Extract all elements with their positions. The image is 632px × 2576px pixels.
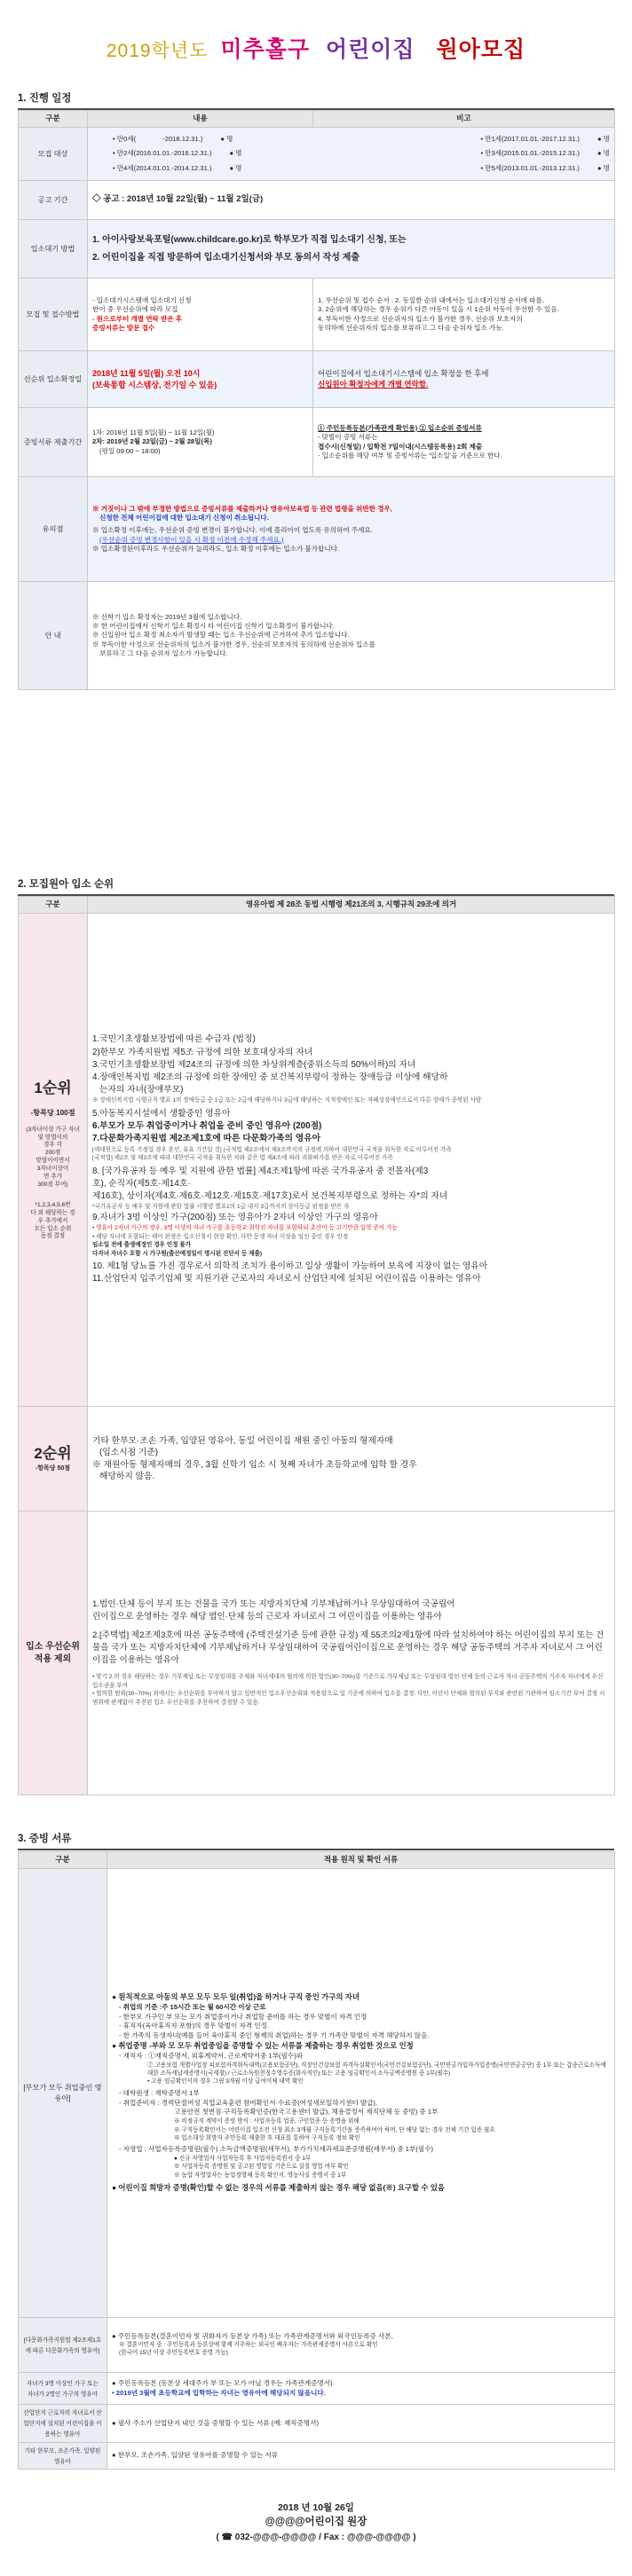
row-method-left: - 입소대기시스템에 입소대기 신청 한이 중 우선순위에 따라 모집 - 원으로부터 개별 연락 받은 후 증빙서류는 방문 접수 — [88, 279, 313, 351]
priority-exempt-label: 입소 우선순위 적용 제외 — [19, 1512, 88, 1795]
priority-exempt-content: 1.법인·단체 등이 부지 또는 건물을 국가 또는 지방자치단체 기부채납하거나 무상임대하여 국공립어 린이집으로 운영하는 경우 해당 법인·단체 등의 근로자 자녀로서 그 어린이집을 이용하는 영유아 2.[주택법] 제2조제3호에 따른 공동주택에 (주택건설기준 등에 관한 규정) 제 55조의2제1항에 따라 설치하여야 하는 어린이집의 부지 또는 건물을 국가 또는 지방자치단체에 기부채납하거나 무상임대하여 국공립어린이집으로 운영하는 경우 해당 공동주택의 거주자 자녀로서 그 어린이집을 이용하는 영유아 • 맞기 2.의 경우 해당하는 경우 기부채납 또는 무상임대를 주체와 자녀세대의 협의에 의한 법인(30~70%)를 기준으로 가부채납 또는 무상임대 법인·단체 등의 근로자 자녀·공동주택의 거주자 자녀에게 우선 입소권을 부여 • 협의한 범위(30~70%) 외에서는 우선순위를 부여하지 않고 일반적인 입소우선순위와 적용함으로 일 기준에 의하여 입소를 결정. 다만, 어린이 단체와 협의된 부지와 관련된 기관하여 임소기간 부여 결정 시 범위에 관계없이 추천된 입소 우선순위를 추천하여 결정할 수 있음. — [88, 1512, 615, 1795]
title-year: 2019학년도 — [106, 41, 209, 61]
docs-industrial-content: ● 필사 주소가 산업단지 내인 것을 증명할 수 있는 서류 (예: 재직증명서) — [107, 2405, 615, 2443]
row-caution-label: 유의점 — [19, 477, 88, 582]
row-guide-content: ※ 신학기 입소 확정자는 2019년 3월에 입소합니다. ※ 한 어린이집에서 신학기 입소 확정시 타 어린이집 신학기 입소확정이 불가합니다. ※ 신입원아 입소 확정 최소자가 발생할 때는 입소 우선순위에 근거하여 추가 입소합니다. ※ 부득이한 사정으로 선순위자의 입소가 불가한 경우, 선순위 보호자의 동의하에 선순위자 입소를 보류하고 그 다음 순위자 입소가 가능합니다. — [88, 582, 615, 690]
section2-heading: 2. 모집원아 입소 순위 — [18, 878, 614, 896]
documents-table — [18, 1851, 615, 2470]
row-docs-period-label: 증빙서류 제출기간 — [19, 408, 88, 477]
row-target-content: • 만0세( -2018.12.31.) ● 명 • 만1세(2017.01.01.-2017.12.31.) ● 명 • 만2세(2016.01.01.-2016.12.31.) ● 명 • 만3세(2015.01.01.-2015.12.31.) ● 명 • 만4세(2014.01.01.-2014.12.31.) ● 명 • 만5세(2013.01.01.-2013.12.31.) ● 명 — [88, 128, 615, 181]
schedule-table — [18, 110, 615, 690]
row-docs-period-left: 1차: 2018년 11월 5일(월) ~ 11월 12일(월) 2차: 2019년 2월 22일(금) ~ 2월 28일(목) (평일 09:00 ~ 18:00) — [88, 408, 313, 477]
row-confirm-left: 2018년 11월 5일(월) 오전 10시 (보육통합 시스템상, 전기일 수 있음) — [88, 351, 313, 408]
section1-heading: 1. 진행 일정 — [18, 92, 614, 110]
row-notice-label: 공고 기간 — [19, 181, 88, 220]
footer-name: @@@@어린이집 원장 — [265, 2517, 367, 2528]
row-guide-label: 안 내 — [19, 582, 88, 690]
section3-heading: 3. 증빙 서류 — [18, 1833, 614, 1850]
priority1-label: 1순위 -항목당 100점 (3자녀이상 가구 자녀 및 맞벌이의 경우 각 200점 맞벌이이면서 3자녀이상이 면 추가 300점 부여) *1,2,3,4,5,6번 다 외 해당하는 경 우 추가에서 모든 입소 순위 동점 결정 — [19, 914, 88, 1407]
page-title — [18, 35, 614, 66]
col-docs: 적용 원칙 및 확인 서류 — [107, 1852, 615, 1869]
docs-multichild-label: 자녀가 3명 이상인 가구 또는 자녀가 2명인 가구의 영유아 — [19, 2373, 107, 2405]
priority2-content: 기타 한부모·조손 가족, 입양된 영유아, 동일 어린이집 재원 중인 아동의 형제자매 (입소시점 기준) ※ 재원아동 형제자매의 경우, 3월 신학기 입소 시 첫째 자녀가 초등학교에 입학 할 경우 해당하지 않음. — [88, 1407, 615, 1512]
row-target-label: 모집 대상 — [19, 128, 88, 181]
docs-multicultural-label: [다문화가족지원법 제2조제1호에 따른 다문화가족의 영유아] — [19, 2318, 107, 2373]
col-gubun: 구분 — [19, 1852, 107, 1869]
row-apply-content: 1. 아이사랑보육포털(www.childcare.go.kr)로 학부모가 직접 입소대기 신청, 또는 2. 어린이집을 직접 방문하여 입소대기신청서와 부모 동의서 작성 제출 — [88, 220, 615, 279]
col-gubun: 구분 — [19, 111, 88, 128]
docs-other-content: ● 한부모, 조손가족, 입양된 영유아를 증명할 수 있는 서류 — [107, 2442, 615, 2470]
row-confirm-label: 선순위 입소확정일 — [19, 351, 88, 408]
docs-working-parents-label: [부모가 모두 취업중인 영유아] — [19, 1869, 107, 2318]
row-confirm-right: 어린이집에서 입소대기시스템에 입소 확정을 한 후에 신입원아 확정자에게 개별 연락함. — [313, 351, 615, 408]
col-gubun: 구분 — [19, 897, 88, 914]
priority2-label: 2순위 -항목당 50점 — [19, 1407, 88, 1512]
priority-table — [18, 896, 615, 1795]
title-recruit: 원아모집 — [436, 37, 526, 62]
docs-working-parents-content: ● 원칙적으로 아동의 부모 모두 모두 일(취업)을 하거나 구직 중인 가구의 자녀 - 취업의 기준 :주 15시간 또는 월 60시간 이상 근로 - 한부모 가구인 부 또는 모가 취업중이거나 취업할 준비를 하는 경우 맞벌이 자격 인정 - 휴직자(육아휴직자 포함)의 경우 맞벌이 자격 인정. - 한 가족의 동생자녀(예를 들어 육아휴직 중인 형제의 취업)하는 경우 기 가족만 맞벌이 자격 해당하지 않음. ● 취업중명 -부와 모 모두 취업중임을 증명할 수 있는 서류를 제출하는 경우 취업한 것으로 인정 - 재직자 : ①재직증명서, 외휴계약서, 근로계약서중 1부(필수)와 ② 고용보험 개별사업장 피보험자격취득내역(고용보험공단), 직장인건강보험 자격득실확인서(국민건강보험공단), 국민연금가입자가입증명(국민연금공단) 중 1부 또는 갑종근로소득에 대한 소득세납세증명서(국세청) / 근로소득원천징수영수증(회사직인) 또는 고용·임금확인서 소득금액증명원 중 1부(필수) • 고용·임금확인서의 경우 그림 3개월 이상 급여이체 내역 확인 - 대학원생 : 재학증명서 1부 - 취업준비자 : 경력단절여성 직업교육훈련 참여확인서·수료증(여성새로일하기센터 발급), 고용안전 첫번짐·구직등록확인증(한국고용센터 발급), 채용결정서 재직단체 등 중빙) 중 1부 ※ 비정규직 계약서 증빙 방식 : 사업자등록 업종, 구인업종 등 증명을 위해 ※ 구직등록확인서는 어린이집 입소전 신청 최소 3개월 구직등록기간을 증족하여야 하며, 단 해당 없는 경우 전체 기간 입증 필요 ※ 입소대상 희망자 주민등록 제출한 후 대표를 통하여 구직등록 정보 확인 - 자영업 : 사업자등록증명원(필수) 소득금액증명원(세무서), 부가가치세과세표준증명원(세무서) 중 1부(필수) ● 신규 자영업자 사업자등록 후 사업자등록원서 중 1부 ※ 사업자등록 증명원 및 공고된 영업일 기준으로 실질 영업 여부 확인 ※ 농업 자영업자는 농업경영체 등록 확인서, 영농사실 증명서 중 1부 ● 어린이집 희망자 증명(확인)할 수 없는 경우의 서류를 제출하지 않는 경우 해당 없음(※) 요구할 수 있음 — [107, 1869, 615, 2318]
row-apply-label: 입소대기 방법 — [19, 220, 88, 279]
title-district: 미추홀구 — [220, 37, 310, 62]
col-naeyong: 내용 — [88, 111, 313, 128]
docs-other-label: 기타 한부모, 조손가족, 입양된 영유아 — [19, 2442, 107, 2470]
footer-date: 2018 년 10월 26일 — [278, 2502, 354, 2513]
row-method-label: 모집 및 접수방법 — [19, 279, 88, 351]
footer-contact: ( ☎ 032-@@@-@@@@ / Fax : @@@-@@@@ ) — [216, 2532, 416, 2542]
col-law: 영유아법 제 28조 동법 시행령 제21조의 3, 시행규칙 29조에 의거 — [88, 897, 615, 914]
title-center: 어린이집 — [325, 37, 415, 62]
docs-multicultural-content: ● 주민등록등본(결혼이민자 및 귀화자가 등본상 가족) 또는 가족관계증명서와 외국인등록증 사본, ※ 결혼이민자 중 : 주민등록과 등본상에 함께 거주하는 외국인 배우자는 가족관계증명서 사본으로 확인 (한국어 15년 이상 주민등록번호 증명 가능) — [107, 2318, 615, 2373]
row-caution-content: ※ 거짓이나 그 밖에 부정한 방법으로 증빙서류를 제출하거나 영유아보육법 등 관련 법령을 위반한 경우, 신청한 전체 어린이집에 대한 입소대기 신청이 취소됩니다. ※ 입소확정 이후에는, 우선순위 증빙 변경이 불가합니다. 이에 몰리이이 업도록 유의하여 주세요. (우선순위 증빙 변경사항이 있을 시 확정 이전에 수정해 주세요.) ※ 입소확정된이후라도 우선순위가 늘리라도, 입소 확정 이후에는 입소가 불가합니다. — [88, 477, 615, 582]
col-bigo: 비고 — [313, 111, 615, 128]
priority1-content: 1.국민기초생활보장법에 따른 수급자 (법정) 2)한부모 가족지원법 제5조 규정에 의한 보호대상자의 자녀 3.국민기초생활보장법 제24조의 규정에 의한 차상위계층(중위소득의 50%이하)의 자녀 4.장애인복지법 제2조의 규정에 의한 장애인 중 보건복지부령이 정하는 장애등급 이상에 해당하 는자의 자녀(장애부모) ※ 장애인복지법 시행규칙 별표 1의 장애등급 중 1급 또는 2급에 해당하거나 3급에 해당하는 지적장애인 또는 자폐성장애인으로서 다른 장애가 중복된 사람 5.아동복지시설에서 생활중인 영유아 6.부모가 모두 취업중이거나 취업을 준비 중인 영유아 (200점) 7.다문화가족지원법 제2조제1호에 따른 다문화가족의 영유아 [세대원으로 등록 가정일 경우 혼인, 유효 기간일 것] (국적법 제2조에서 제3조까지의 규정에 의하여 대한민국 국적을 취득한 자로 이루어진 가족 [국적법] 제2조 및 제3조에 따라 대한민국 국적을 취득한 자와 같은 법 제4조에 따라 귀화허가를 받은 자로 이루어진 가족 8. [국가유공자 등 예우 및 지원에 관한 법률] 제4조제1항에 따른 국가유공자 중 전몰자(제3 호), 순직자(제5호·제14호· 제16호), 상이자(제4호·제6호·제12호·제15호·제17호)로서 보건복지부령으로 정하는 자*의 자녀 *국가유공자 등 예우 및 지원에 관한 법률 시행령 별표1의 1급 내지 3급까지의 상이등급 판정을 받은 자 9.자녀가 3명 이상인 가구(200점) 또는 영유아가 2자녀 이상인 가구의 영유아 • 영유아 2자녀 가구의 경우, 3명 이상의 자녀 가구를 초등학교 취학전 자녀를 포함하되 초산어 등 고기만큼 입학 준비 가능 • 해당 자녀에 포함되는 태아 판정은 입소신청서 현장 확인, 다만 동생 자녀 이상을 임신 중인 경우 인정 임소일 전에 출생예정인 경우 인정 불가 다자녀 자녀수 포함 시 가구원(출산예정일이 명시된 진단서 등 제출) 10. 제1형 당뇨를 가진 경우로서 의학적 조치가 용이하고 일상 생활이 가능하여 보육에 지장이 없는 영유아 11.산업단지 입주기업체 및 지원기관 근로자의 자녀로서 산업단지에 설치된 어린이집을 이용하는 영유아 — [88, 914, 615, 1407]
row-notice-content: ◇ 공고 : 2018년 10월 22일(월) ~ 11월 2일(금) — [88, 181, 615, 220]
row-method-right: 1. 우선순위 및 접수 순서 : 2. 동일한 순위 내에서는 입소대기신청 순서에 따름, 3. 2순위에 해당하는 경우 순위가 다른 아동이 있을 시 1순위 아동이 우선함 수 있음. 4. 부득이한 사정으로 선순위자의 입소가 불가한 경우, 선순위 보호자의 동의하에 선순위자의 입소를 보류하고 그 다음 순위자 입소 가능. — [313, 279, 615, 351]
footer — [18, 2501, 614, 2543]
row-docs-period-right: ① 주민등록등본(가족관계 확인용) ② 입소순위 증빙서류 - 맞벌이 증빙 서류는 접수시(신청일) / 입학전 7일이내(시스템등록용) 2회 제출 - 입소순위를 해당 여부 및 증빙서류는 '입소일'을 기준으로 한다. — [313, 408, 615, 477]
docs-industrial-label: 산업단지 근로자의 자녀로서 산업단지에 설치된 어린이집을 이용하는 영유아 — [19, 2405, 107, 2443]
docs-multichild-content: ● 주민등록등본 (동본상 세대주가 부 또는 모가 아닐 경우는 가족관계증명서) • 2019년 3월에 초등학교에 입학하는 자녀는 영유아에 해당되지 않음니다. — [107, 2373, 615, 2405]
